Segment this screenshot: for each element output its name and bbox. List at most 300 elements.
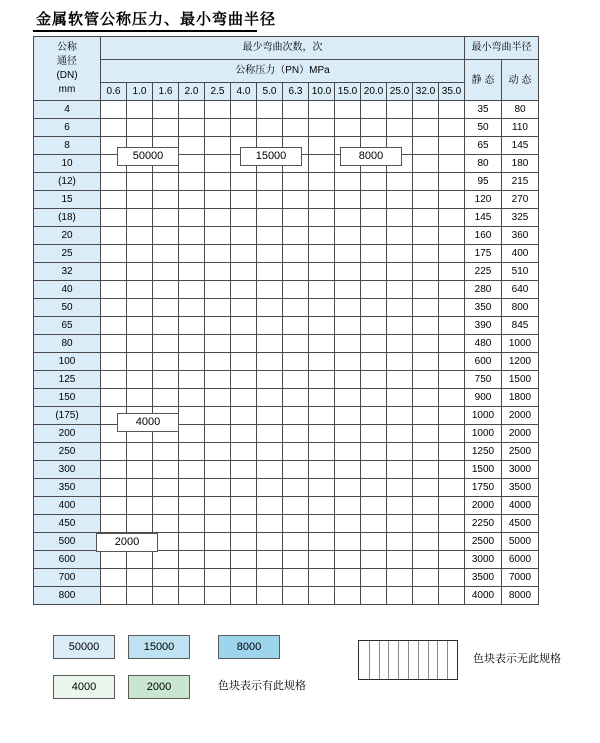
pressure-cell	[231, 227, 257, 245]
dynamic-radius-cell: 145	[502, 137, 539, 155]
pressure-cell	[101, 101, 127, 119]
pressure-cell	[439, 191, 465, 209]
pressure-cell	[179, 371, 205, 389]
pressure-cell	[361, 101, 387, 119]
static-radius-cell: 1000	[465, 425, 502, 443]
pressure-cell	[127, 443, 153, 461]
pressure-cell	[231, 515, 257, 533]
dn-header-line-4: mm	[58, 83, 76, 95]
static-radius-cell: 750	[465, 371, 502, 389]
pressure-cell	[153, 569, 179, 587]
pressure-cell	[101, 263, 127, 281]
pressure-cell	[309, 587, 335, 605]
pressure-cell	[361, 209, 387, 227]
pressure-cell	[439, 443, 465, 461]
pressure-cell	[231, 497, 257, 515]
pressure-cell	[309, 137, 335, 155]
pressure-cell	[179, 515, 205, 533]
pressure-cell	[309, 533, 335, 551]
pressure-cell	[413, 533, 439, 551]
pressure-column-header: 2.5	[205, 83, 231, 101]
pressure-cell	[127, 227, 153, 245]
pressure-cell	[231, 101, 257, 119]
table-row	[34, 587, 539, 605]
pressure-cell	[439, 209, 465, 227]
table-row	[34, 551, 539, 569]
pressure-cell	[231, 173, 257, 191]
pressure-cell	[127, 119, 153, 137]
pressure-cell	[439, 137, 465, 155]
pressure-cell	[309, 317, 335, 335]
pressure-cell	[335, 317, 361, 335]
pressure-cell	[127, 335, 153, 353]
pressure-cell	[335, 227, 361, 245]
pressure-cell	[387, 101, 413, 119]
pressure-cell	[205, 533, 231, 551]
pressure-cell	[257, 317, 283, 335]
legend-grid-swatch	[358, 640, 458, 680]
pressure-cell	[309, 191, 335, 209]
pressure-cell	[127, 587, 153, 605]
pressure-cell	[309, 551, 335, 569]
pressure-cell	[413, 335, 439, 353]
dn-header-line-2: 通径	[57, 55, 77, 67]
dn-value-cell: 700	[34, 569, 101, 587]
dynamic-header: 动 态	[502, 60, 539, 101]
pressure-cell	[205, 407, 231, 425]
pressure-column-header: 5.0	[257, 83, 283, 101]
pressure-cell	[439, 263, 465, 281]
pressure-cell	[179, 245, 205, 263]
table-row	[34, 227, 539, 245]
static-radius-cell: 35	[465, 101, 502, 119]
pressure-cell	[205, 569, 231, 587]
pressure-cell	[361, 335, 387, 353]
pressure-cell	[439, 587, 465, 605]
pressure-cell	[283, 479, 309, 497]
pressure-cell	[309, 407, 335, 425]
pressure-cell	[101, 245, 127, 263]
pressure-cell	[309, 371, 335, 389]
legend-grid-line	[398, 641, 399, 679]
pressure-cell	[387, 227, 413, 245]
pressure-cell	[361, 425, 387, 443]
header-row-2	[34, 60, 539, 83]
table-row	[34, 353, 539, 371]
pressure-cell	[101, 569, 127, 587]
pressure-cell	[101, 461, 127, 479]
pressure-cell	[257, 173, 283, 191]
pressure-cell	[283, 317, 309, 335]
pressure-cell	[257, 281, 283, 299]
static-radius-cell: 225	[465, 263, 502, 281]
pressure-cell	[309, 245, 335, 263]
pressure-cell	[335, 425, 361, 443]
pressure-cell	[101, 299, 127, 317]
table-row	[34, 335, 539, 353]
table-row	[34, 281, 539, 299]
dn-value-cell: 400	[34, 497, 101, 515]
pressure-cell	[153, 191, 179, 209]
pressure-cell	[361, 173, 387, 191]
pressure-cell	[335, 335, 361, 353]
pressure-cell	[231, 371, 257, 389]
pressure-cell	[439, 533, 465, 551]
legend	[33, 630, 567, 720]
table-row	[34, 461, 539, 479]
pressure-cell	[309, 209, 335, 227]
pressure-cell	[179, 497, 205, 515]
pressure-cell	[413, 155, 439, 173]
pressure-cell	[439, 389, 465, 407]
dynamic-radius-cell: 400	[502, 245, 539, 263]
pressure-cell	[439, 425, 465, 443]
pressure-cell	[335, 263, 361, 281]
pressure-cell	[231, 551, 257, 569]
dynamic-radius-cell: 215	[502, 173, 539, 191]
legend-swatch: 15000	[128, 635, 190, 659]
pressure-cell	[179, 137, 205, 155]
dynamic-radius-cell: 360	[502, 227, 539, 245]
pressure-cell	[205, 191, 231, 209]
pressure-cell	[179, 173, 205, 191]
pressure-cell	[361, 281, 387, 299]
pressure-cell	[205, 479, 231, 497]
legend-grid-line	[379, 641, 380, 679]
pressure-cell	[387, 119, 413, 137]
pressure-cell	[387, 533, 413, 551]
pressure-cell	[257, 101, 283, 119]
pressure-cell	[439, 569, 465, 587]
pressure-cell	[127, 317, 153, 335]
dynamic-radius-cell: 4500	[502, 515, 539, 533]
pressure-cell	[153, 587, 179, 605]
pressure-cell	[439, 497, 465, 515]
pressure-cell	[205, 587, 231, 605]
table-row	[34, 443, 539, 461]
pressure-cell	[335, 299, 361, 317]
pressure-cell	[101, 173, 127, 191]
pressure-cell	[127, 281, 153, 299]
dn-value-cell: 150	[34, 389, 101, 407]
pressure-cell	[387, 299, 413, 317]
pressure-cell	[439, 173, 465, 191]
pressure-cell	[205, 101, 231, 119]
dynamic-radius-cell: 6000	[502, 551, 539, 569]
pressure-cell	[179, 101, 205, 119]
pressure-cell	[335, 533, 361, 551]
pressure-cell	[387, 389, 413, 407]
pressure-cell	[335, 371, 361, 389]
pressure-column-header: 15.0	[335, 83, 361, 101]
pressure-cell	[127, 479, 153, 497]
pressure-cell	[205, 227, 231, 245]
pressure-cell	[257, 407, 283, 425]
pressure-cell	[101, 281, 127, 299]
table-row	[34, 569, 539, 587]
pressure-cell	[153, 299, 179, 317]
pressure-cell	[127, 551, 153, 569]
pressure-cell	[413, 425, 439, 443]
table-row	[34, 425, 539, 443]
pressure-cell	[257, 353, 283, 371]
pressure-cell	[387, 209, 413, 227]
pressure-column-header: 32.0	[413, 83, 439, 101]
pressure-cell	[205, 209, 231, 227]
dn-value-cell: 600	[34, 551, 101, 569]
pressure-cell	[153, 551, 179, 569]
legend-swatch: 2000	[128, 675, 190, 699]
dn-value-cell: 350	[34, 479, 101, 497]
pressure-cell	[127, 353, 153, 371]
pressure-cell	[283, 335, 309, 353]
pressure-cell	[387, 407, 413, 425]
pressure-cell	[361, 389, 387, 407]
pressure-cell	[101, 497, 127, 515]
table-row	[34, 119, 539, 137]
legend-grid-line	[437, 641, 438, 679]
table-row	[34, 191, 539, 209]
static-radius-cell: 80	[465, 155, 502, 173]
pressure-cell	[335, 407, 361, 425]
dn-value-cell: 40	[34, 281, 101, 299]
static-radius-cell: 4000	[465, 587, 502, 605]
pressure-cell	[335, 461, 361, 479]
pressure-cell	[257, 263, 283, 281]
pressure-cell	[309, 425, 335, 443]
pressure-cell	[179, 461, 205, 479]
pressure-cell	[387, 263, 413, 281]
pressure-cell	[413, 173, 439, 191]
pressure-cell	[179, 119, 205, 137]
dn-value-cell: 20	[34, 227, 101, 245]
pressure-cell	[179, 389, 205, 407]
static-radius-cell: 1000	[465, 407, 502, 425]
table-row	[34, 515, 539, 533]
pressure-cell	[413, 191, 439, 209]
pressure-cell	[361, 119, 387, 137]
pressure-cell	[231, 263, 257, 281]
pressure-cell	[101, 353, 127, 371]
pressure-cell	[153, 263, 179, 281]
pressure-cell	[231, 461, 257, 479]
pressure-cell	[283, 389, 309, 407]
pressure-cell	[309, 119, 335, 137]
pressure-cell	[153, 389, 179, 407]
pressure-cell	[231, 317, 257, 335]
pressure-cell	[257, 443, 283, 461]
pressure-cell	[283, 353, 309, 371]
dynamic-radius-cell: 2500	[502, 443, 539, 461]
pressure-cell	[231, 425, 257, 443]
pressure-cell	[413, 461, 439, 479]
table-row	[34, 263, 539, 281]
pressure-cell	[439, 407, 465, 425]
pressure-cell	[439, 245, 465, 263]
pressure-cell	[205, 263, 231, 281]
dynamic-radius-cell: 8000	[502, 587, 539, 605]
pressure-cell	[335, 101, 361, 119]
pressure-cell	[387, 371, 413, 389]
pressure-cell	[361, 263, 387, 281]
static-radius-cell: 280	[465, 281, 502, 299]
pressure-cell	[179, 209, 205, 227]
pressure-cell	[439, 101, 465, 119]
static-radius-cell: 2000	[465, 497, 502, 515]
pressure-cell	[439, 155, 465, 173]
static-radius-cell: 1750	[465, 479, 502, 497]
pressure-cell	[283, 227, 309, 245]
pressure-cell	[179, 317, 205, 335]
pressure-cell	[153, 497, 179, 515]
pressure-column-header: 35.0	[439, 83, 465, 101]
pressure-cell	[283, 299, 309, 317]
pressure-cell	[361, 515, 387, 533]
pressure-cell	[413, 587, 439, 605]
pressure-cell	[153, 515, 179, 533]
pressure-cell	[205, 389, 231, 407]
dn-value-cell: 300	[34, 461, 101, 479]
pressure-column-header: 1.6	[153, 83, 179, 101]
pressure-cell	[127, 461, 153, 479]
table-row	[34, 245, 539, 263]
dn-value-cell: 200	[34, 425, 101, 443]
pressure-cell	[387, 461, 413, 479]
pressure-cell	[309, 335, 335, 353]
pressure-cell	[309, 497, 335, 515]
pressure-cell	[335, 569, 361, 587]
pressure-cell	[283, 281, 309, 299]
table-row	[34, 389, 539, 407]
dn-value-cell: (18)	[34, 209, 101, 227]
pressure-cell	[179, 425, 205, 443]
static-radius-cell: 2250	[465, 515, 502, 533]
pressure-cell	[283, 497, 309, 515]
pressure-cell	[413, 371, 439, 389]
pressure-cell	[335, 479, 361, 497]
pressure-cell	[439, 461, 465, 479]
dn-header-cell	[34, 37, 101, 101]
pressure-cell	[335, 173, 361, 191]
pressure-cell	[335, 497, 361, 515]
pressure-cell	[413, 569, 439, 587]
pressure-cell	[153, 227, 179, 245]
dn-value-cell: 50	[34, 299, 101, 317]
legend-grid-line	[428, 641, 429, 679]
pressure-cell	[205, 497, 231, 515]
pressure-cell	[361, 587, 387, 605]
pressure-cell	[361, 407, 387, 425]
static-radius-cell: 480	[465, 335, 502, 353]
pressure-cell	[439, 335, 465, 353]
pressure-cell	[283, 101, 309, 119]
pressure-cell	[309, 155, 335, 173]
pressure-cell	[309, 173, 335, 191]
pressure-cell	[439, 551, 465, 569]
pressure-column-header: 1.0	[127, 83, 153, 101]
dn-value-cell: 80	[34, 335, 101, 353]
pressure-cell	[257, 533, 283, 551]
pressure-cell	[283, 209, 309, 227]
pressure-cell	[387, 479, 413, 497]
title-underline	[33, 30, 257, 32]
pressure-cell	[387, 173, 413, 191]
dn-value-cell: 100	[34, 353, 101, 371]
static-radius-cell: 160	[465, 227, 502, 245]
pressure-cell	[257, 335, 283, 353]
pressure-cell	[361, 227, 387, 245]
pressure-cell	[231, 569, 257, 587]
static-radius-cell: 50	[465, 119, 502, 137]
pressure-cell	[387, 353, 413, 371]
pressure-cell	[153, 353, 179, 371]
pressure-column-header: 2.0	[179, 83, 205, 101]
pressure-cell	[127, 263, 153, 281]
pressure-cell	[387, 335, 413, 353]
pressure-cell	[205, 335, 231, 353]
pressure-cell	[309, 515, 335, 533]
pressure-cell	[413, 317, 439, 335]
dn-value-cell: 10	[34, 155, 101, 173]
static-radius-cell: 1500	[465, 461, 502, 479]
pressure-cell	[387, 281, 413, 299]
pressure-cell	[153, 245, 179, 263]
dn-value-cell: (175)	[34, 407, 101, 425]
pressure-cell	[153, 335, 179, 353]
pressure-cell	[439, 299, 465, 317]
static-radius-cell: 900	[465, 389, 502, 407]
dn-value-cell: 15	[34, 191, 101, 209]
pressure-cell	[283, 173, 309, 191]
pressure-cell	[257, 461, 283, 479]
dn-value-cell: (12)	[34, 173, 101, 191]
pressure-cell	[205, 515, 231, 533]
static-radius-cell: 120	[465, 191, 502, 209]
pressure-cell	[231, 191, 257, 209]
pressure-cell	[205, 461, 231, 479]
pressure-cell	[101, 317, 127, 335]
pressure-cell	[179, 533, 205, 551]
pressure-cell	[231, 335, 257, 353]
pressure-cell	[153, 119, 179, 137]
dn-header-line-3: (DN)	[56, 69, 78, 81]
pressure-cell	[101, 191, 127, 209]
pressure-cell	[361, 533, 387, 551]
pressure-cell	[205, 299, 231, 317]
table-header	[34, 37, 539, 101]
pressure-cell	[127, 515, 153, 533]
pressure-cell	[413, 101, 439, 119]
pressure-cell	[283, 191, 309, 209]
pressure-cell	[387, 245, 413, 263]
static-radius-cell: 3000	[465, 551, 502, 569]
pressure-cell	[257, 209, 283, 227]
pressure-cell	[413, 227, 439, 245]
static-radius-cell: 3500	[465, 569, 502, 587]
pressure-cell	[439, 119, 465, 137]
static-radius-cell: 2500	[465, 533, 502, 551]
dynamic-radius-cell: 7000	[502, 569, 539, 587]
pressure-cell	[179, 407, 205, 425]
pressure-cell	[205, 425, 231, 443]
pressure-cell	[205, 353, 231, 371]
static-radius-cell: 145	[465, 209, 502, 227]
pressure-cell	[335, 245, 361, 263]
header-row-3	[34, 83, 539, 101]
pressure-cell	[309, 227, 335, 245]
pressure-cell	[153, 317, 179, 335]
static-radius-cell: 95	[465, 173, 502, 191]
